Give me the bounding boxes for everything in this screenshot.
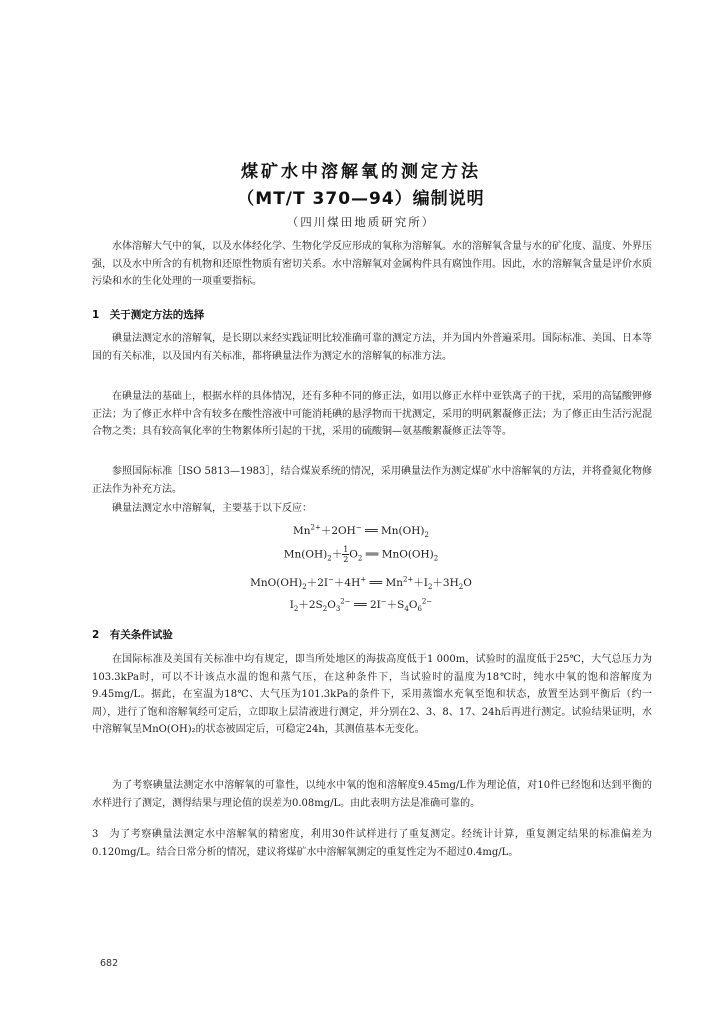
- section-1-paragraph-2: 在碘量法的基础上，根据水样的具体情况，还有多种不同的修正法，如用以修正水样中亚铁离子的干扰，采用的高锰酸钾修正法；为了修正水样中含有较多在酸性溶液中可能消耗碘的悬浮物而干扰测定，采用的明矾絮凝修正法；为了修正由生活污泥混合物之类；具有较高氧化率的生物絮体所引起的干扰，采用的硫酸铜—氨基酸絮凝修正法等等。: [92, 391, 652, 437]
- section-1-paragraph-4: 碘量法测定水中溶解氧，主要基于以下反应：: [112, 503, 312, 514]
- section-2-paragraph-2: 为了考察碘量法测定水中溶解氧的可靠性，以纯水中氧的饱和溶解度9.45mg/L作为理论值，对10件已经饱和达到平衡的水样进行了测定，测得结果与理论值的误差为0.08mg/L。由此表明方法是准确可靠的。: [92, 780, 652, 809]
- fraction-one-half: $\frac{1}{2}$: [343, 545, 349, 564]
- standard-number: （MT/T 370—94）编制说明: [237, 189, 485, 209]
- section-2-heading: 2 有关条件试验: [92, 629, 173, 641]
- section-1-heading: 1 关于测定方法的选择: [92, 309, 205, 321]
- section-1-paragraph-3: 参照国际标准［ISO 5813—1983］，结合煤炭系统的情况，采用碘量法作为测定煤矿水中溶解氧的方法，并将叠氮化物修正法作为补充方法。: [92, 466, 652, 495]
- affiliation: （四川煤田地质研究所）: [286, 215, 436, 229]
- document-title: 煤矿水中溶解氧的测定方法: [241, 162, 481, 182]
- intro-paragraph: 水体溶解大气中的氧，以及水体经化学、生物化学反应形成的氧称为溶解氧。水的溶解氧含量与水的矿化度、温度、外界压强，以及水中所含的有机物和还原性物质有密切关系。水中溶解氧对金属构件具有腐蚀作用。因此，水的溶解氧含量是评价水质污染和水的生化处理的一项重要指标。: [92, 241, 652, 287]
- section-1-paragraph-1: 碘量法测定水的溶解氧，是长期以来经实践证明比较准确可靠的测定方法，并为国内外普遍采用。国际标准、美国、日本等国的有关标准，以及国内有关标准，都将碘量法作为测定水的溶解氧的标准方法。: [92, 333, 652, 362]
- section-3-paragraph: 3 为了考察碘量法测定水中溶解氧的精密度，利用30件试样进行了重复测定。经统计计算，重复测定结果的标准偏差为0.120mg/L。结合日常分析的情况，建议将煤矿水中溶解氧测定的重复性定为不超过0.4mg/L。: [92, 829, 652, 858]
- equation-2: $Mn(OH)_2+$ $\frac{1}{2}$ $O_2$ ══ $MnO(OH)_2$: [283, 545, 439, 564]
- equation-1: $Mn^{2+}+2OH^-$ ══ $Mn(OH)_2$: [293, 523, 429, 540]
- equation-4: $I_2+2S_2O_3^{2-}$ ══ $2I^-+S_4O_6^{2-}$: [289, 597, 433, 614]
- page-number: 682: [100, 958, 119, 969]
- equation-3: $MnO(OH)_2+2I^-+4H^+$ ══ $Mn^{2+}+I_2+3H_2O$: [250, 575, 472, 592]
- section-2-paragraph-1: 在国际标准及美国有关标准中均有规定，即当所处地区的海拔高度低于1 000m，试验时的温度低于25℃，大气总压力为103.3kPa时，可以不计该点水温的饱和蒸气压，在这种条件下，当试验时的温度为18℃时，纯水中氧的饱和溶解度为9.45mg/L。据此，在室温为18℃、大气压为101.3kPa的条件下，采用蒸馏水充氧至饱和状态，放置至达到平衡后（约一周），进行了饱和溶解氧经可定后，立即取上层清液进行测定，并分别在2、3、8、17、24h后再进行测定。试验结果证明，水中溶解氧呈MnO(OH)₂的状态被固定后，可稳定24h，其测值基本无变化。: [92, 654, 652, 735]
